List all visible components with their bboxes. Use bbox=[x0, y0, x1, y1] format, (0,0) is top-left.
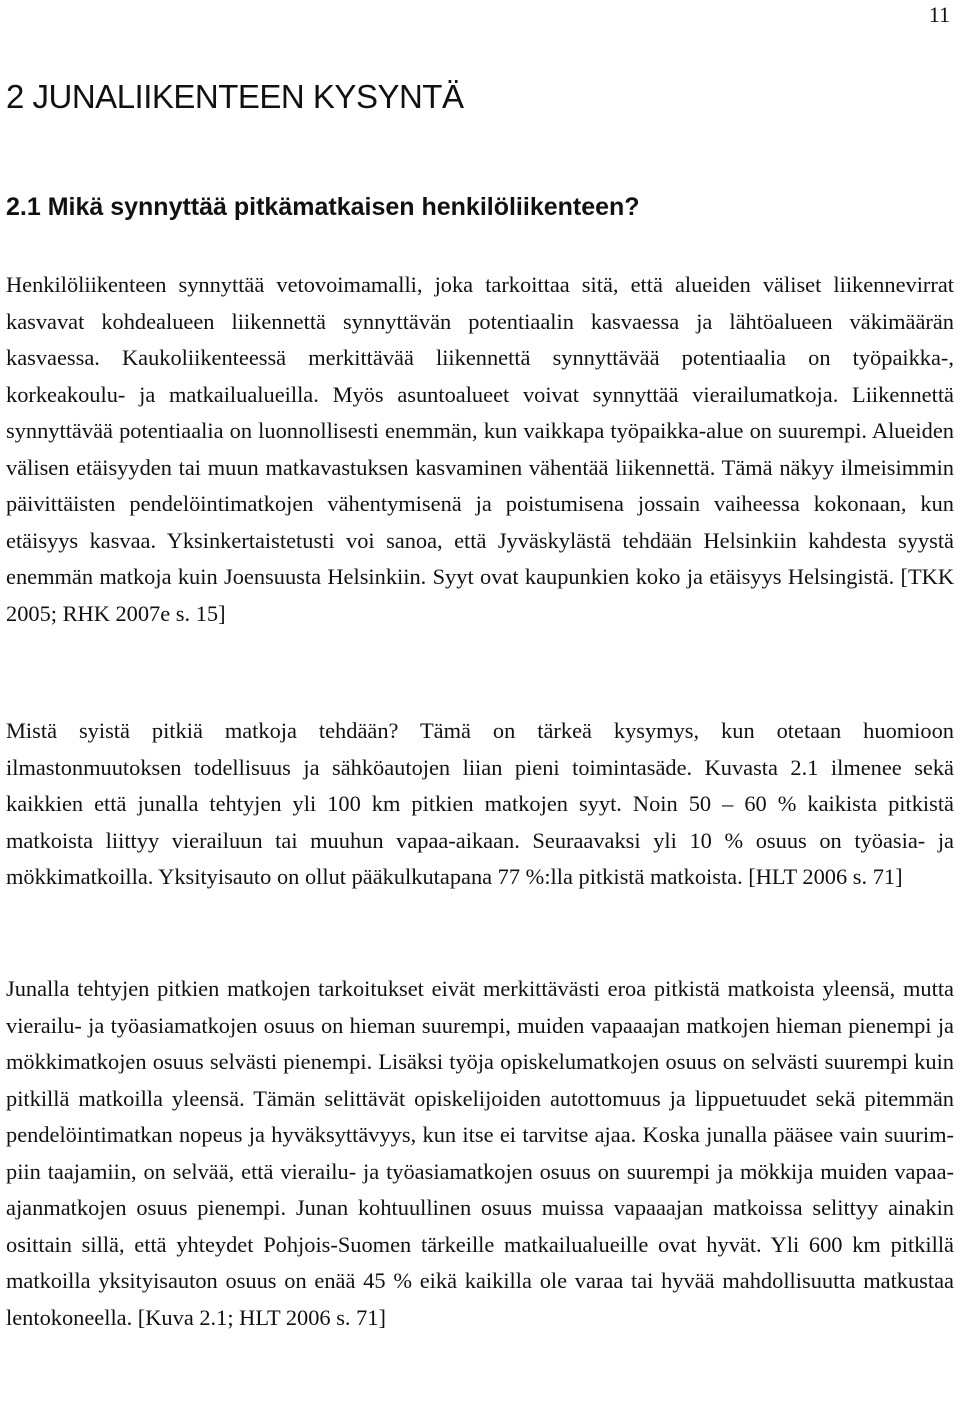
page-number: 11 bbox=[928, 2, 950, 27]
section-title: 2.1 Mikä synnyttää pitkämatkaisen henkilöliikenteen? bbox=[6, 193, 640, 221]
body-paragraph: Henkilöliikenteen synnyttää vetovoimamalli, joka tarkoittaa sitä, että alueiden väliset liikennevirrat kasvavat kohdealueen liikennettä synnyttävän potentiaalin kasvaessa ja lähtöalueen väkimäärän kasvaessa. Kaukoliikenteessä merkittävää liikennettä synnyttävää potentiaalia on työpaikka-, korkeakoulu- ja matkailualueilla. Myös asuntoalueet voivat synnyttää vierailumatkoja. Liikennettä synnyttävää potentiaalia on luonnollisesti enemmän, kun vaikkapa työpaikka-alue on suurempi. Alueiden välisen etäisyyden tai muun matkavastuksen kasvaminen vähentää liikennettä. Tämä näkyy ilmeisimmin päivittäisten pendelöintimatkojen vähentymisenä ja poistumisena jossain vaiheessa kokonaan, kun etäisyys kasvaa. Yksinkertaistetusti voi sanoa, että Jyväskylästä tehdään Helsinkiin kahdesta syystä enemmän matkoja kuin Joensuusta Helsinkiin. Syyt ovat kaupunkien koko ja etäisyys Helsingistä. [TKK 2005; RHK 2007e s. 15] bbox=[6, 272, 954, 626]
body-paragraph: Mistä syistä pitkiä matkoja tehdään? Tämä on tärkeä kysymys, kun otetaan huomioon ilmastonmuutoksen todellisuus ja sähköautojen liian pieni toimintasäde. Kuvasta 2.1 ilmenee sekä kaikkien että junalla tehtyjen yli 100 km pitkien matkojen syyt. Noin 50 – 60 % kaikista pitkistä matkoista liittyy vierailuun tai muuhun vapaa-aikaan. Seuraavaksi yli 10 % osuus on työasia- ja mökkimatkoilla. Yksityisauto on ollut pääkulkutapana 77 %:lla pitkistä matkoista. [HLT 2006 s. 71] bbox=[6, 718, 954, 889]
chapter-title: 2 JUNALIIKENTEEN KYSYNTÄ bbox=[6, 78, 464, 115]
body-paragraph: Junalla tehtyjen pitkien matkojen tarkoitukset eivät merkittävästi eroa pitkistä matkoista yleensä, mutta vierailu- ja työasiamatkojen osuus on hieman suurempi, muiden vapaaajan matkojen hieman pienempi ja mökkimatkojen osuus selvästi pienempi. Lisäksi työja opiskelumatkojen osuus on selvästi suurempi kuin pitkillä matkoilla yleensä. Tämän selittävät opiskelijoiden autottomuus ja lippuetuudet sekä pitemmän pendelöintimatkan nopeus ja hyväksyttävyys, kun itse ei tarvitse ajaa. Koska junalla pääsee vain suurimpiin taajamiin, on selvää, että vierailu- ja työasiamatkojen osuus on suurempi ja mökkija muiden vapaa-ajanmatkojen osuus pienempi. Junan kohtuullinen osuus muissa vapaaajan matkoissa selittyy ainakin osittain sillä, että yhteydet Pohjois-Suomen tärkeille matkailualueille ovat hyvät. Yli 600 km pitkillä matkoilla yksityisauton osuus on enää 45 % eikä kaikilla ole varaa tai hyvää mahdollisuutta matkustaa lentokoneella. [Kuva 2.1; HLT 2006 s. 71] bbox=[6, 976, 954, 1330]
